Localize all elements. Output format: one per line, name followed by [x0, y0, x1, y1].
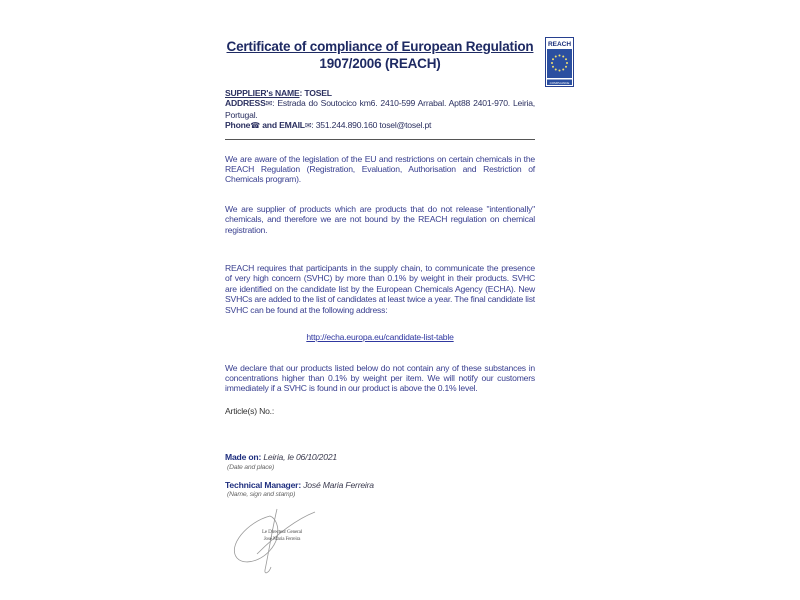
- technical-manager-row: [225, 480, 535, 499]
- email-icon: ✉: [304, 121, 312, 131]
- signature-icon: [225, 506, 345, 576]
- reach-logo-icon: [545, 37, 574, 87]
- reach-compliance-badge: [545, 37, 574, 87]
- paragraph-supplier-statement: We are supplier of products which are products that do not release "intentionally" chemicals, and therefore we are not bound by the REACH regulation on chemical registration.: [225, 203, 535, 235]
- made-on-label: Made on:: [225, 452, 262, 463]
- supplier-info: [225, 88, 535, 132]
- technical-manager-hint: (Name, sign and stamp): [227, 490, 296, 498]
- email-label: and EMAIL: [260, 120, 305, 131]
- paragraph-awareness: We are aware of the legislation of the EU and restrictions on certain chemicals in the REACH Regulation (Registration, Evaluation, Authorisation and Restriction of Chemicals program).: [225, 153, 535, 185]
- reach-logo-label: REACH: [547, 41, 572, 48]
- reach-logo-caption: COMPLIANCE: [549, 80, 570, 85]
- made-on-hint: (Date and place): [227, 463, 275, 471]
- title-line-1: Certificate of compliance of European Regulation: [226, 39, 534, 54]
- supplier-name-value: : TOSEL: [299, 88, 332, 98]
- supplier-name-label: SUPPLIER's NAME: [225, 88, 300, 98]
- stamp-title-text: Le Directeur General: [261, 528, 303, 535]
- mail-icon: ✉: [265, 99, 273, 109]
- stamp-name-text: José Maria Ferreira: [263, 535, 301, 542]
- made-on-value: Leiria, le 06/10/2021: [261, 452, 337, 463]
- supplier-name-row: [225, 88, 535, 98]
- phone-label: Phone: [225, 120, 251, 131]
- title-line-2: 1907/2006 (REACH): [319, 56, 441, 71]
- paragraph-declaration: We declare that our products listed below do not contain any of these substances in concentrations higher than 0.1% by weight per item. We will notify our customers immediately if a SVHC is found in our product is above the 0.1% level.: [225, 362, 535, 394]
- technical-manager-label: Technical Manager:: [225, 479, 301, 490]
- supplier-address-row: [225, 98, 535, 120]
- supplier-contact-row: [225, 120, 535, 131]
- articles-label: Article(s) No.:: [225, 405, 275, 416]
- address-value: : Estrada do Soutocico km6. 2410-599 Arrabal. Apt88 2401-970. Leiria, Portugal.: [225, 98, 535, 120]
- candidate-list-link-row: [225, 332, 535, 342]
- address-label: ADDRESS: [225, 98, 266, 109]
- signature-area: [225, 506, 535, 576]
- phone-icon: ☎: [250, 121, 261, 131]
- certificate-body: [225, 38, 535, 576]
- contact-value: : 351.244.890.160 tosel@tosel.pt: [311, 120, 432, 131]
- paragraph-reach-requirements: REACH requires that participants in the supply chain, to communicate the presence of very high concern (SVHC) by more than 0.1% by weight in their products. SVHC are identified on the candidate list by the European Chemicals Agency (ECHA). New SVHCs are added to the list of candidates at least twice a year. The final candidate list SVHC can be found at the following address:: [225, 263, 535, 315]
- page-title: [225, 38, 535, 72]
- made-on-row: [225, 452, 535, 471]
- divider-line: [225, 139, 535, 140]
- eu-flag-square: [547, 49, 572, 78]
- candidate-list-link[interactable]: http://echa.europa.eu/candidate-list-table: [306, 332, 454, 343]
- technical-manager-value: José Maria Ferreira: [301, 479, 374, 490]
